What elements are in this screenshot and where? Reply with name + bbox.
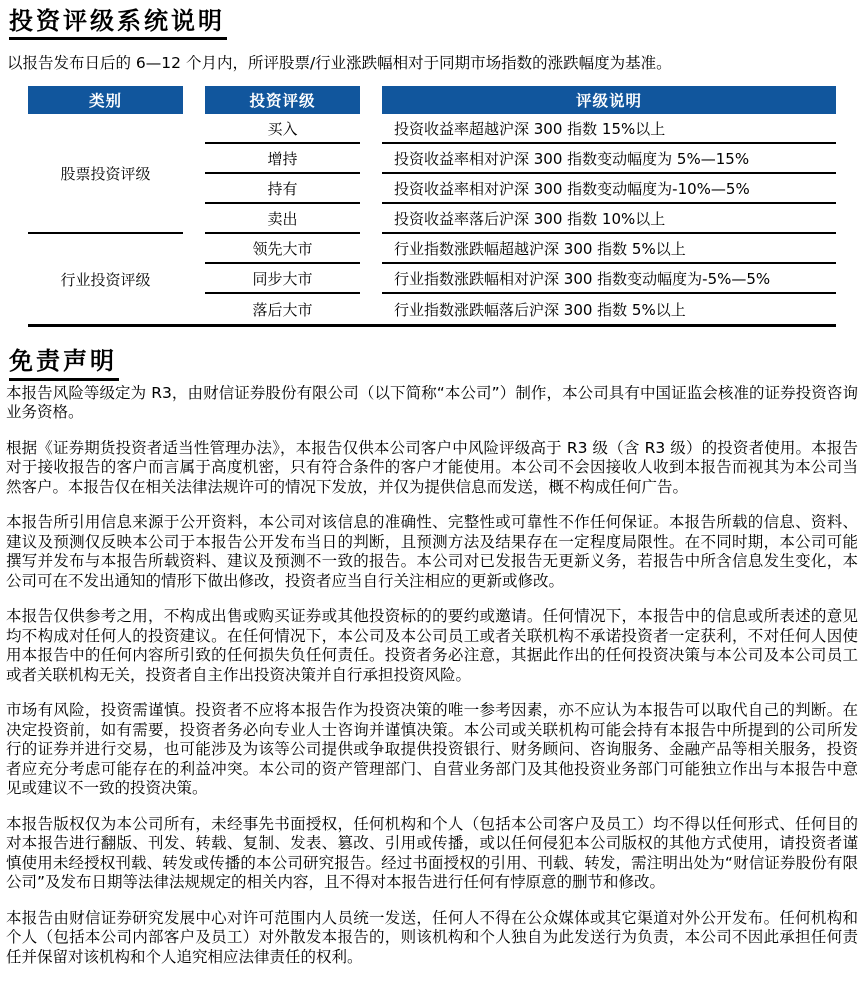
table-header-row xyxy=(28,86,836,114)
description-cell: 投资收益率落后沪深 300 指数 10%以上 xyxy=(382,204,836,234)
disclaimer-title: 免责声明 xyxy=(9,348,119,380)
rating-cell: 买入 xyxy=(205,114,360,144)
disclaimer-paragraph: 本报告由财信证券研究发展中心对许可范围内人员统一发送，任何人不得在公众媒体或其它渠道对外公开发布。任何机构和个人（包括本公司内部客户及员工）对外散发本报告的，则该机构和个人独自为此发送行为负责，本公司不因此承担任何责任并保留对该机构和个人追究相应法律责任的权利。 xyxy=(6,908,858,966)
disclaimer-paragraph: 本报告风险等级定为 R3，由财信证券股份有限公司（以下简称“本公司”）制作，本公司具有中国证监会核准的证券投资咨询业务资格。 xyxy=(6,383,858,422)
rating-cell: 增持 xyxy=(205,144,360,174)
description-cell: 投资收益率相对沪深 300 指数变动幅度为-10%—5% xyxy=(382,174,836,204)
rating-cell: 落后大市 xyxy=(252,300,313,319)
disclaimer-paragraph: 本报告仅供参考之用，不构成出售或购买证券或其他投资标的的要约或邀请。任何情况下，本报告中的信息或所表述的意见均不构成对任何人的投资建议。在任何情况下，本公司及本公司员工或者关联机构不承诺投资者一定获利，不对任何人因使用本报告中的任何内容所引致的任何损失负任何责任。投资者务必注意，其据此作出的任何投资决策与本公司及本公司员工或者关联机构无关，投资者自主作出投资决策并自行承担投资风险。 xyxy=(6,607,858,684)
description-cell: 投资收益率相对沪深 300 指数变动幅度为 5%—15% xyxy=(382,144,836,174)
header-rating: 投资评级 xyxy=(205,86,360,114)
rating-cell: 卖出 xyxy=(205,204,360,234)
category-cell-stock: 股票投资评级 xyxy=(28,114,183,234)
category-cell-industry: 行业投资评级 xyxy=(60,270,151,289)
disclaimer-paragraphs xyxy=(6,384,858,968)
disclaimer-paragraph: 根据《证券期货投资者适当性管理办法》，本报告仅供本公司客户中风险评级高于 R3 级（含 R3 级）的投资者使用。本报告对于接收报告的客户而言属于高度机密，只有符合条件的客户才能使用。本公司不会因接收人收到本报告而视其为本公司当然客户。本报告仅在相关法律法规许可的情况下发放，并仅为提供信息而发送，概不构成任何广告。 xyxy=(6,438,858,496)
table-bottom-rule xyxy=(28,324,836,327)
description-cell: 行业指数涨跌幅超越沪深 300 指数 5%以上 xyxy=(382,234,836,264)
disclaimer-paragraph: 市场有风险，投资需谨慎。投资者不应将本报告作为投资决策的唯一参考因素，亦不应认为本报告可以取代自己的判断。在决定投资前，如有需要，投资者务必向专业人士咨询并谨慎决策。本公司或关联机构可能会持有本报告中所提到的公司所发行的证券并进行交易，也可能涉及为该等公司提供或争取提供投资银行、财务顾问、咨询服务、金融产品等相关服务，投资者应充分考虑可能存在的利益冲突。本公司的资产管理部门、自营业务部门及其他投资业务部门可能独立作出与本报告中意见或建议不一致的投资决策。 xyxy=(6,701,858,798)
disclaimer-paragraph: 本报告版权仅为本公司所有，未经事先书面授权，任何机构和个人（包括本公司客户及员工）均不得以任何形式、任何目的对本报告进行翻版、刊发、转载、复制、发表、篡改、引用或传播，或以任何侵犯本公司版权的其他方式使用，请投资者谨慎使用未经授权刊载、转发或传播的本公司研究报告。经过书面授权的引用、刊载、转发，需注明出处为“财信证券股份有限公司”及发布日期等法律法规规定的相关内容，且不得对本报告进行任何有悖原意的删节和修改。 xyxy=(6,814,858,892)
disclaimer-paragraph: 本报告所引用信息来源于公开资料，本公司对该信息的准确性、完整性或可靠性不作任何保证。本报告所载的信息、资料、建议及预测仅反映本公司于本报告公开发布当日的判断，且预测方法及结果存在一定程度局限性。在不同时期，本公司可能撰写并发布与本报告所载资料、建议及预测不一致的报告。本公司对已发报告无更新义务，若报告中所含信息发生变化，本公司可在不发出通知的情形下做出修改，投资者应当自行关注相应的更新或修改。 xyxy=(6,513,858,590)
rating-table xyxy=(6,86,858,324)
table-row xyxy=(28,114,836,144)
rating-table-wrap xyxy=(6,86,858,327)
description-cell: 行业指数涨跌幅落后沪深 300 指数 5%以上 xyxy=(394,300,686,319)
rating-cell: 持有 xyxy=(205,174,360,204)
rating-cell: 领先大市 xyxy=(205,234,360,264)
description-cell: 投资收益率超越沪深 300 指数 15%以上 xyxy=(382,114,836,144)
disclaimer-section xyxy=(6,348,858,967)
rating-cell: 同步大市 xyxy=(205,264,360,294)
rating-system-title: 投资评级系统说明 xyxy=(9,8,227,40)
rating-system-intro: 以报告发布日后的 6—12 个月内，所评股票/行业涨跌幅相对于同期市场指数的涨跌幅度为基准。 xyxy=(7,54,672,73)
header-category: 类别 xyxy=(28,86,183,114)
header-description: 评级说明 xyxy=(382,86,836,114)
rating-system-section xyxy=(6,8,858,327)
description-cell: 行业指数涨跌幅相对沪深 300 指数变动幅度为-5%—5% xyxy=(382,264,836,294)
table-row xyxy=(28,234,836,264)
